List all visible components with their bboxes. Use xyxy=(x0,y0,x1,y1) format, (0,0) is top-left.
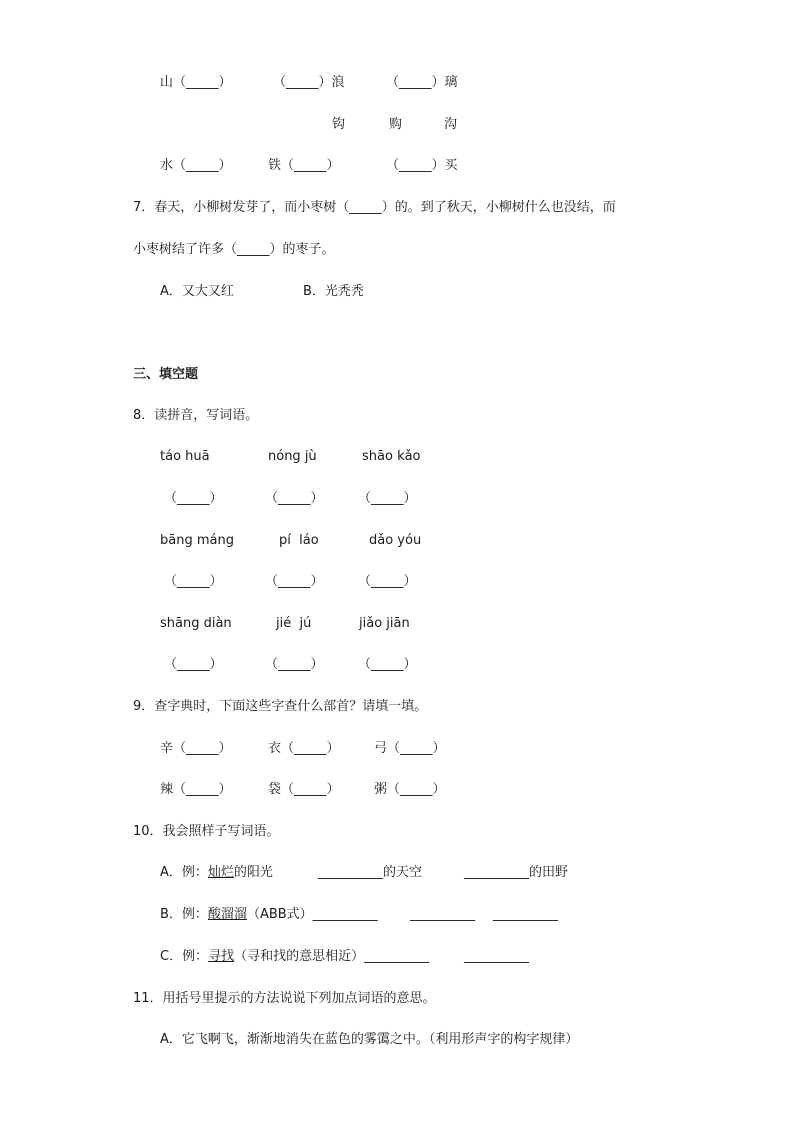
q6-cell-2-2: 铁（_____） xyxy=(268,158,340,173)
q9-cell-2-1: 辣（_____） xyxy=(160,782,232,797)
q8-blank: （_____） xyxy=(265,491,324,506)
q10-b-example: 酸溜溜 xyxy=(207,907,247,922)
q8-pinyin-3-2: jié jú xyxy=(276,616,312,631)
q10-c-example: 寻找 xyxy=(208,949,235,964)
q8-blank: （_____） xyxy=(164,491,223,506)
q7-option-a: A．又大又红 xyxy=(160,284,234,299)
q8-pinyin-3-1: shāng diàn xyxy=(160,616,232,631)
q6-char-1: 钩 xyxy=(332,117,346,132)
q10-b-blank-1: __________ xyxy=(410,907,475,922)
q10-b-blank-2: __________ xyxy=(493,907,558,922)
q11-prompt: 11．用括号里提示的方法说说下列加点词语的意思。 xyxy=(133,991,436,1006)
q6-cell-2-1: 水（_____） xyxy=(160,158,232,173)
q8-pinyin-2-3: dǎo yóu xyxy=(369,533,422,548)
q8-blank: （_____） xyxy=(164,657,223,672)
q10-a-rest: 的阳光 xyxy=(233,865,273,880)
q10-a-blank-1: __________的天空 xyxy=(318,865,423,880)
q8-prompt: 8．读拼音，写词语。 xyxy=(133,408,259,423)
q8-pinyin-2-1: bāng máng xyxy=(160,533,234,548)
q8-blank: （_____） xyxy=(164,574,223,589)
q8-blank: （_____） xyxy=(358,491,417,506)
q9-cell-1-3: 弓（_____） xyxy=(374,741,446,756)
q6-cell-2-3: （_____）买 xyxy=(386,158,458,173)
section-title: 三、填空题 xyxy=(133,367,199,382)
q10-c-blank-1: __________ xyxy=(464,949,529,964)
q10-b xyxy=(160,906,378,924)
q6-char-2: 购 xyxy=(389,117,403,132)
q9-cell-1-1: 辛（_____） xyxy=(160,741,232,756)
q10-a-prefix: A．例： xyxy=(160,865,208,880)
q10-a xyxy=(160,864,273,882)
q6-cell-1-3: （_____）璃 xyxy=(386,75,458,90)
q9-cell-2-2: 袋（_____） xyxy=(268,782,340,797)
q8-pinyin-1-3: shāo kǎo xyxy=(362,449,421,464)
q10-b-prefix: B．例： xyxy=(160,907,208,922)
q10-c-rest: （寻和找的意思相近）__________ xyxy=(234,949,430,964)
q8-pinyin-1-1: táo huā xyxy=(160,449,210,464)
q7-line-2: 小枣树结了许多（_____）的枣子。 xyxy=(133,242,335,257)
q11-a-line: A．它飞啊飞，渐渐地消失在蓝色的雾霭之中。（利用形声字的构字规律） xyxy=(160,1032,579,1047)
q8-blank: （_____） xyxy=(358,574,417,589)
q10-a-blank-2: __________的田野 xyxy=(464,865,569,880)
q6-cell-1-1: 山（_____） xyxy=(160,75,232,90)
q8-pinyin-2-2: pí láo xyxy=(279,533,319,548)
q9-prompt: 9．查字典时，下面这些字查什么部首？请填一填。 xyxy=(133,699,428,714)
q7-option-b: B．光秃秃 xyxy=(303,284,364,299)
q8-pinyin-3-3: jiǎo jiān xyxy=(359,616,410,631)
q10-b-rest: （ABB式）__________ xyxy=(246,907,378,922)
q9-cell-2-3: 粥（_____） xyxy=(374,782,446,797)
q10-c xyxy=(160,948,429,966)
q8-blank: （_____） xyxy=(265,574,324,589)
q8-blank: （_____） xyxy=(265,657,324,672)
q8-pinyin-1-2: nóng jù xyxy=(268,449,317,464)
q7-line-1: 7．春天，小柳树发芽了，而小枣树（_____）的。到了秋天，小柳树什么也没结，而 xyxy=(133,200,616,215)
q9-cell-1-2: 衣（_____） xyxy=(268,741,340,756)
q6-cell-1-2: （_____）浪 xyxy=(273,75,345,90)
q8-blank: （_____） xyxy=(358,657,417,672)
q10-c-prefix: C．例： xyxy=(160,949,209,964)
q10-prompt: 10．我会照样子写词语。 xyxy=(133,824,280,839)
q6-char-3: 沟 xyxy=(444,117,458,132)
q10-a-example: 灿烂 xyxy=(207,865,234,880)
